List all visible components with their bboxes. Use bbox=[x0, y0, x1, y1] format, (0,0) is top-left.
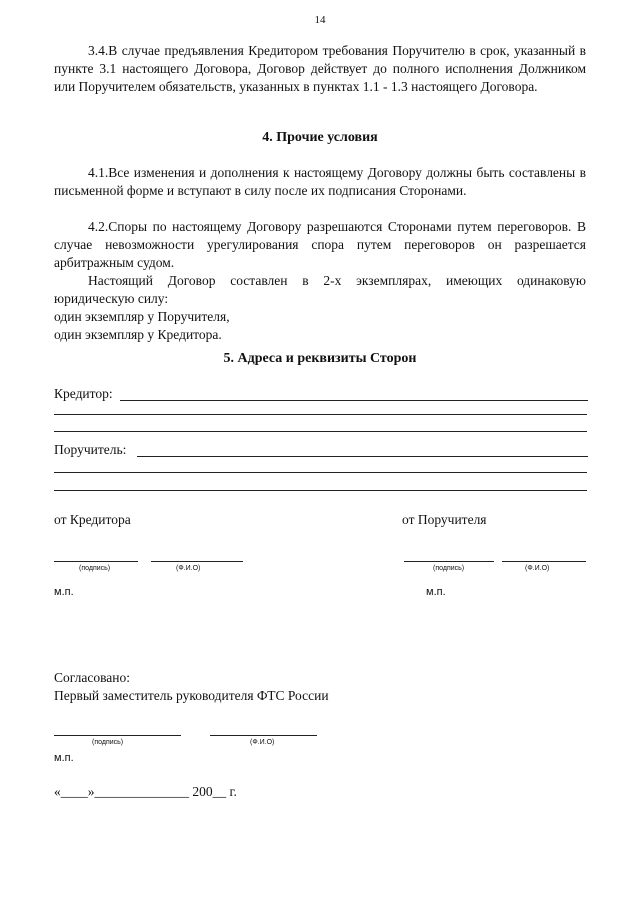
guarantor-line-3[interactable] bbox=[54, 490, 587, 491]
clause-3-4: 3.4.В случае предъявления Кредитором требования Поручителю в срок, указанный в пункте 3.1 настоящего Договора, Договор действует до полного исполнения Должником или Поручителем обязательств, указанных в пунктах 1.1 - 1.3 настоящего Договора. bbox=[54, 43, 586, 94]
guarantor-side-label: от Поручителя bbox=[402, 512, 487, 527]
guarantor-stamp: м.п. bbox=[426, 586, 446, 598]
guarantor-name-line[interactable] bbox=[502, 561, 586, 562]
guarantor-field[interactable] bbox=[137, 456, 588, 457]
guarantor-signature-line[interactable] bbox=[404, 561, 494, 562]
copies-paragraph: Настоящий Договор составлен в 2-х экземплярах, имеющих одинаковую юридическую силу: bbox=[54, 273, 586, 306]
approval-name-line[interactable] bbox=[210, 735, 317, 736]
approval-sign-caption: (подпись) bbox=[92, 739, 124, 746]
approval-stamp: м.п. bbox=[54, 752, 74, 764]
guarantor-label: Поручитель: bbox=[54, 442, 127, 457]
clause-4-1: 4.1.Все изменения и дополнения к настоящему Договору должны быть составлены в письменной форме и вступают в силу после их подписания Сторонами. bbox=[54, 165, 586, 198]
approval-name-caption: (Ф.И.О) bbox=[250, 739, 275, 746]
creditor-line-3[interactable] bbox=[54, 431, 587, 432]
creditor-line-2[interactable] bbox=[54, 414, 587, 415]
copy-creditor: один экземпляр у Кредитора. bbox=[54, 327, 222, 342]
creditor-field[interactable] bbox=[120, 400, 588, 401]
approval-date[interactable]: «____»______________ 200__ г. bbox=[54, 784, 237, 799]
creditor-sign-caption: (подпись) bbox=[79, 565, 111, 572]
approval-signature-line[interactable] bbox=[54, 735, 181, 736]
guarantor-line-2[interactable] bbox=[54, 472, 587, 473]
guarantor-name-caption: (Ф.И.О) bbox=[525, 565, 550, 572]
section-4-heading: 4. Прочие условия bbox=[262, 130, 378, 145]
approval-official: Первый заместитель руководителя ФТС России bbox=[54, 688, 329, 703]
clause-4-2: 4.2.Споры по настоящему Договору разрешаются Сторонами путем переговоров. В случае невозможности урегулирования спора путем переговоров он разрешается арбитражным судом. bbox=[54, 219, 586, 270]
creditor-side-label: от Кредитора bbox=[54, 512, 131, 527]
creditor-stamp: м.п. bbox=[54, 586, 74, 598]
creditor-name-line[interactable] bbox=[151, 561, 243, 562]
copy-guarantor: один экземпляр у Поручителя, bbox=[54, 309, 230, 324]
page-number: 14 bbox=[314, 14, 326, 26]
guarantor-sign-caption: (подпись) bbox=[433, 565, 465, 572]
approval-label: Согласовано: bbox=[54, 670, 130, 685]
creditor-signature-line[interactable] bbox=[54, 561, 138, 562]
section-5-heading: 5. Адреса и реквизиты Сторон bbox=[223, 351, 417, 366]
creditor-label: Кредитор: bbox=[54, 386, 113, 401]
creditor-name-caption: (Ф.И.О) bbox=[176, 565, 201, 572]
